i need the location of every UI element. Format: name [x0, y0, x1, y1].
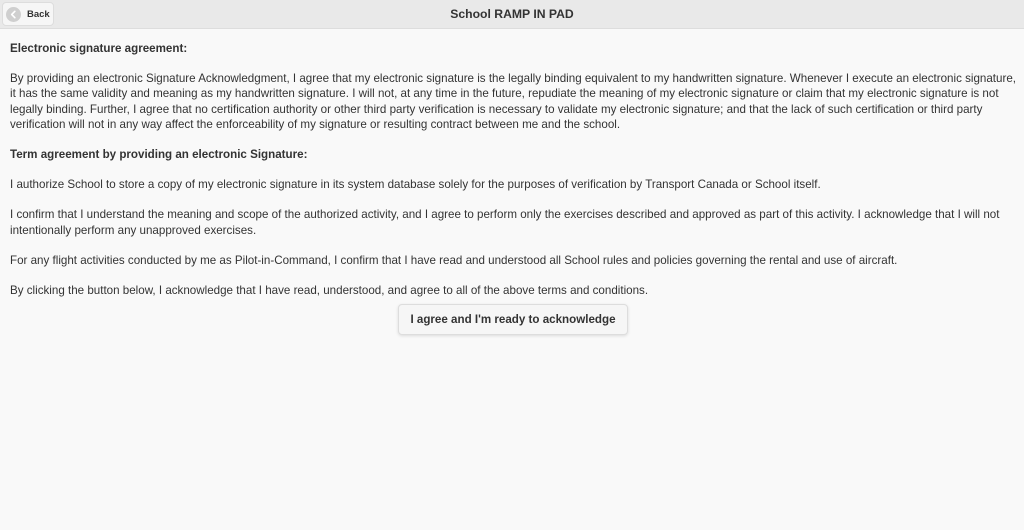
page-title: School RAMP IN PAD: [450, 7, 574, 21]
acknowledge-button[interactable]: I agree and I'm ready to acknowledge: [398, 304, 627, 335]
section-heading-electronic-signature: Electronic signature agreement:: [10, 42, 188, 55]
header-bar: [0, 0, 1024, 29]
paragraph-activity-scope: I confirm that I understand the meaning and scope of the authorized activity, and I agree to perform only the exercises described and approved as part of this activity. I acknowledge that I will not intentionally perform any unapproved exercises.: [10, 208, 1000, 237]
back-button-label: Back: [27, 8, 50, 20]
section-heading-term-agreement: Term agreement by providing an electronic Signature:: [10, 148, 308, 162]
action-row: [0, 304, 1024, 335]
paragraph-signature-acknowledgment: By providing an electronic Signature Acknowledgment, I agree that my electronic signature is the legally binding equivalent to my handwritten signature. Whenever I execute an electronic signature, it has the same validity and meaning as my handwritten signature. I will not, at any time in the future, repudiate the meaning of my electronic signature or claim that my electronic signature is not legally binding. Further, I agree that no certification authority or other third party verification is necessary to validate my electronic signature; and that the lack of such certification or third party verification will not in any way affect the enforceability of my signature or resulting contract between me and the school.: [10, 72, 1017, 131]
paragraph-final-acknowledgment: By clicking the button below, I acknowledge that I have read, understood, and agree to all of the above terms and conditions.: [10, 284, 649, 298]
paragraph-storage-authorization: I authorize School to store a copy of my electronic signature in its system database solely for the purposes of verification by Transport Canada or School itself.: [10, 178, 821, 192]
agreement-content: [10, 41, 1016, 298]
paragraph-pilot-in-command: For any flight activities conducted by me as Pilot-in-Command, I confirm that I have read and understood all School rules and policies governing the rental and use of aircraft.: [10, 253, 898, 267]
